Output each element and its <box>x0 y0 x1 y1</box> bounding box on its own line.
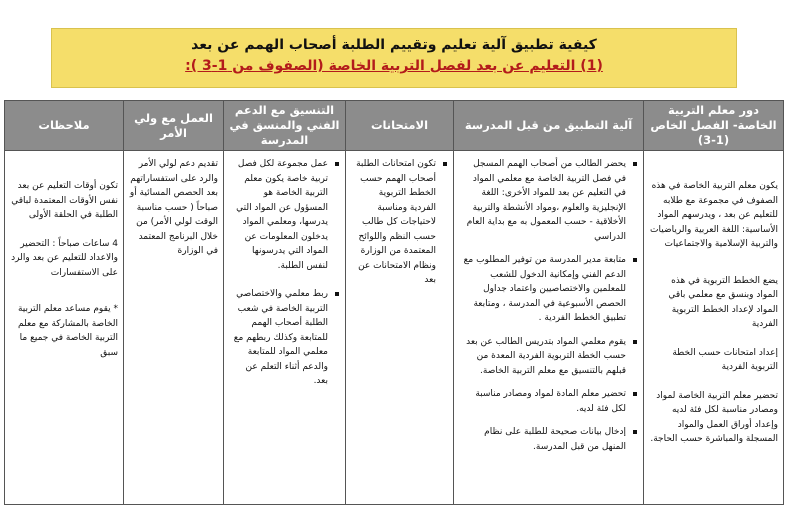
table-header-row <box>5 101 784 151</box>
notes-cell <box>5 151 124 505</box>
table-row <box>5 151 784 505</box>
coordination-item: عمل مجموعة لكل فصل تربية خاصة يكون معلم التربية الخاصة هو المسؤول عن المواد التي يدرسها، ومعلمي المواد يدخلون المعلومات عن المواد التي يدرسونها لنفس الطلبة. <box>229 157 328 273</box>
title-banner <box>51 28 737 88</box>
exams-item: تكون امتحانات الطلبة أصحاب الهمم حسب الخطط التربوية الفردية ومناسبة لاحتياجات كل طالب حسب النظم واللوائح المعتمدة من الوزارة ونظام الامتحانات عن بعد <box>351 157 436 288</box>
mechanism-item: تحضير معلم المادة لمواد ومصادر مناسبة لكل فئة لديه. <box>459 387 626 416</box>
header-notes: ملاحظات <box>5 101 124 151</box>
header-coordination: التنسيق مع الدعم الفني والمنسق في المدرسة <box>224 101 346 151</box>
mechanism-item: يقوم معلمي المواد بتدريس الطالب عن بعد حسب الخطة التربوية الفردية المعدة من قبلهم بالتنسيق مع معلم التربية الخاصة. <box>459 335 626 379</box>
role-item: يكون معلم التربية الخاصة في هذه الصفوف في مجموعة مع طلابه للتعليم عن بعد ، ويدرسهم المواد الأساسية: اللغة العربية والرياضيات والتربية الإسلامية والاجتماعيات <box>650 181 778 249</box>
exams-cell <box>346 151 454 505</box>
role-item: يضع الخطط التربوية في هذه المواد وبنسق مع معلمي باقي المواد لإعداد الخطط التربوية الفردية <box>668 275 778 329</box>
notes-item: 4 ساعات صباحاً : التحضير والاعداد للتعليم عن بعد والرد على الاستفسارات <box>11 238 118 278</box>
mechanism-item: متابعة مدير المدرسة من توفير المطلوب مع الدعم الفني وإمكانية الدخول للشعب للمعلمين والاختصاصيين واعتماد جداول الحصص الأسبوعية في المدرسة ، ومتابعة تطبيق الخطط الفردية . <box>459 253 626 326</box>
header-guardian: العمل مع ولي الأمر <box>124 101 224 151</box>
mechanism-item: يحضر الطالب من أصحاب الهمم المسجل في فصل التربية الخاصة مع معلمي المواد في التعليم عن بعد للمواد الأخرى: اللغة الإنجليزية والعلوم ،ومواد الأنشطة والتربية الأخلاقية - حسب المعمول به مع بداية العام الدراسي <box>459 157 626 244</box>
role-cell <box>644 151 784 505</box>
header-mechanism: آلية التطبيق من قبل المدرسة <box>454 101 644 151</box>
role-item: تحضير معلم التربية الخاصة لمواد ومصادر مناسبة لكل فئة لديه وإعداد أوراق العمل والمواد المسجلة والمباشرة حسب الحاجة. <box>650 390 778 444</box>
notes-item: تكون أوقات التعليم عن بعد نفس الأوقات المعتمدة لباقي الطلبة في الحلقة الأولى <box>11 181 118 220</box>
guardian-item: تقديم دعم لولي الأمر والرد على استفساراتهم بعد الحصص المسائية أو صباحاً ( حسب مناسبة الوقت لولي الأمر) من خلال البرنامج المعتمد في الوزارة <box>129 159 218 256</box>
section-subtitle: (1) التعليم عن بعد لفصل التربية الخاصة (الصفوف من 1-3 ): <box>185 58 603 74</box>
guardian-cell <box>124 151 224 505</box>
mechanism-item: إدخال بيانات صحيحة للطلبة على نظام المنهل من قبل المدرسة. <box>459 425 626 454</box>
coordination-item: ربط معلمي والاختصاصي التربية الخاصة في شعب الطلبة أصحاب الهمم للمتابعة وكذلك ربطهم مع معلمي المواد للمتابعة والدعم أثناء التعلم عن بعد. <box>229 287 328 389</box>
implementation-table <box>4 100 784 505</box>
notes-item: * يقوم مساعد معلم التربية الخاصة بالمشاركة مع معلم التربية الخاصة في جميع ما سبق <box>17 304 118 358</box>
coordination-cell <box>224 151 346 505</box>
header-role: دور معلم التربية الخاصة- الفصل الخاص (1-3) <box>644 101 784 151</box>
mechanism-cell <box>454 151 644 505</box>
header-exams: الامتحانات <box>346 101 454 151</box>
main-title: كيفية تطبيق آلية تعليم وتقييم الطلبة أصحاب الهمم عن بعد <box>191 37 597 53</box>
role-item: إعداد امتحانات حسب الخطة التربوية الفردية <box>672 347 778 372</box>
